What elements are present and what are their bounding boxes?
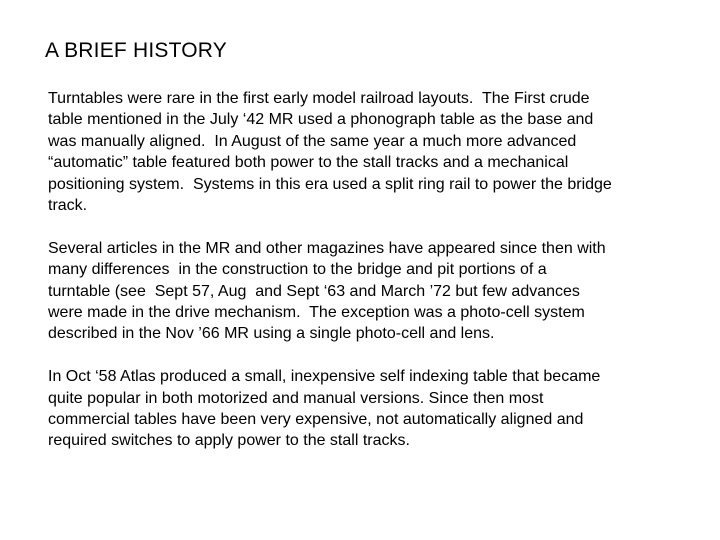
text-line: In Oct ‘58 Atlas produced a small, inexpensive self indexing table that became <box>48 368 601 386</box>
text-line: Turntables were rare in the first early model railroad layouts. The First crude <box>48 90 590 107</box>
text-line: commercial tables have been very expensive, not automatically aligned and <box>48 411 584 429</box>
slide-title: A BRIEF HISTORY <box>45 39 227 62</box>
text-line: turntable (see Sept 57, Aug and Sept ‘63 and March ’72 but few advances <box>48 282 580 300</box>
text-line: track. <box>48 197 88 215</box>
text-line: described in the Nov ’66 MR using a single photo-cell and lens. <box>48 325 495 343</box>
text-line: positioning system. Systems in this era used a split ring rail to power the bridge <box>48 175 612 193</box>
text-line: many differences in the construction to the bridge and pit portions of a <box>48 261 547 279</box>
paragraph-2 <box>48 238 698 345</box>
text-line: “automatic” table featured both power to the stall tracks and a mechanical <box>48 154 569 172</box>
text-line: was manually aligned. In August of the same year a much more advanced <box>48 132 577 150</box>
paragraph-1 <box>48 88 698 216</box>
paragraph-3 <box>48 366 698 452</box>
text-line: Several articles in the MR and other magazines have appeared since then with <box>48 239 606 257</box>
text-line: required switches to apply power to the stall tracks. <box>48 432 410 450</box>
text-line: quite popular in both motorized and manual versions. Since then most <box>48 389 544 407</box>
text-line: table mentioned in the July ‘42 MR used a phonograph table as the base and <box>48 111 594 129</box>
text-line: were made in the drive mechanism. The exception was a photo-cell system <box>48 304 585 322</box>
body-text <box>48 88 698 452</box>
